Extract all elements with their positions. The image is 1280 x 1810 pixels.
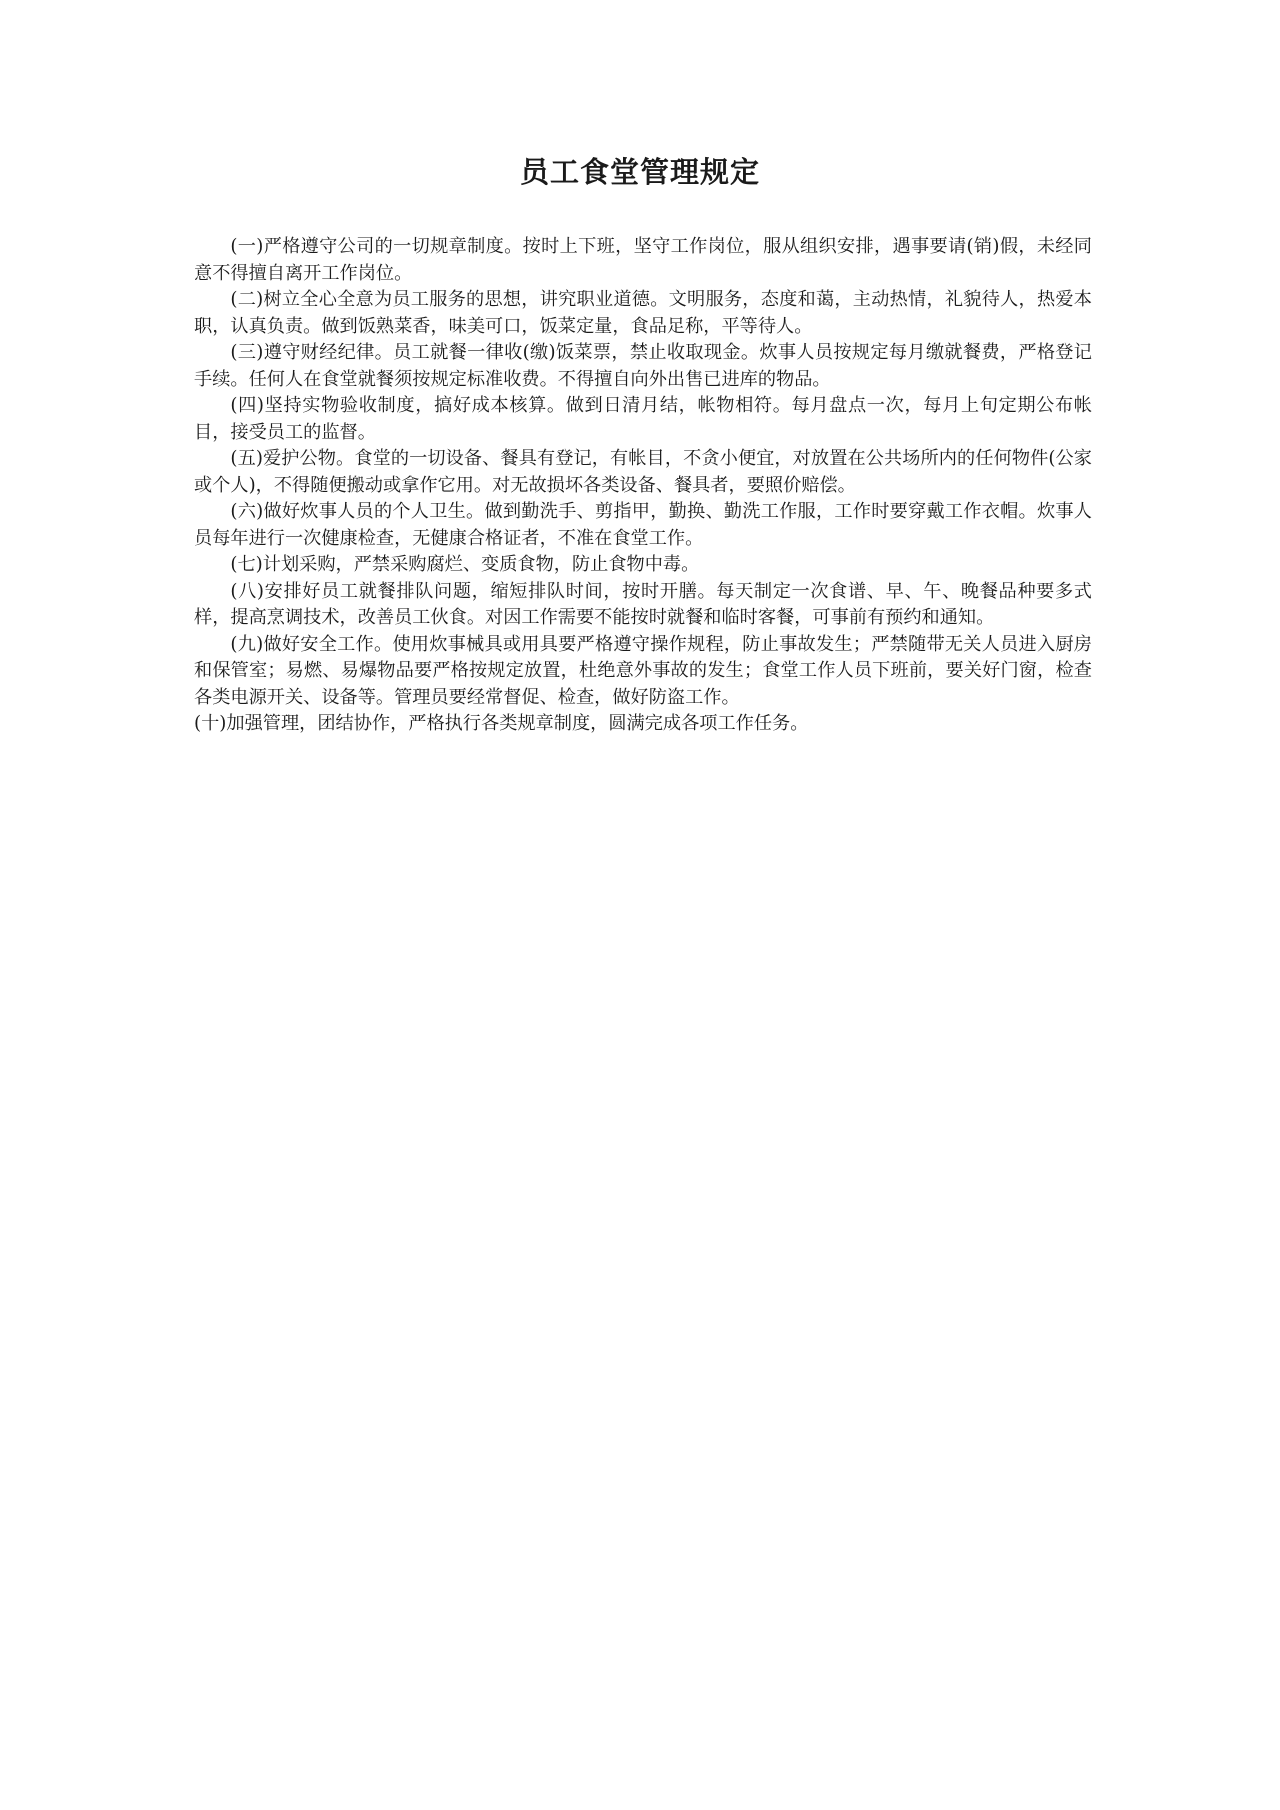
rule-paragraph-8: (八)安排好员工就餐排队问题，缩短排队时间，按时开膳。每天制定一次食谱、早、午、晚餐品种要多式样，提高烹调技术，改善员工伙食。对因工作需要不能按时就餐和临时客餐，可事前有预约和通知。 [194, 580, 1092, 628]
rule-paragraph-3: (三)遵守财经纪律。员工就餐一律收(缴)饭菜票，禁止收取现金。炊事人员按规定每月缴就餐费，严格登记手续。任何人在食堂就餐须按规定标准收费。不得擅自向外出售已进库的物品。 [194, 342, 1092, 390]
rule-paragraph-5: (五)爱护公物。食堂的一切设备、餐具有登记，有帐目，不贪小便宜，对放置在公共场所内的任何物件(公家或个人)，不得随便搬动或拿作它用。对无故损坏各类设备、餐具者，要照价赔偿。 [194, 448, 1092, 496]
document-title: 员工食堂管理规定 [519, 155, 760, 189]
rule-paragraph-6: (六)做好炊事人员的个人卫生。做到勤洗手、剪指甲，勤换、勤洗工作服，工作时要穿戴工作衣帽。炊事人员每年进行一次健康检查，无健康合格证者，不准在食堂工作。 [194, 501, 1092, 549]
rule-paragraph-10: (十)加强管理，团结协作，严格执行各类规章制度，圆满完成各项工作任务。 [194, 713, 809, 734]
rule-paragraph-2: (二)树立全心全意为员工服务的思想，讲究职业道德。文明服务，态度和蔼，主动热情，礼貌待人，热爱本职，认真负责。做到饭熟菜香，味美可口，饭菜定量，食品足称，平等待人。 [194, 289, 1092, 337]
rule-paragraph-9: (九)做好安全工作。使用炊事械具或用具要严格遵守操作规程，防止事故发生；严禁随带无关人员进入厨房和保管室；易燃、易爆物品要严格按规定放置，杜绝意外事故的发生；食堂工作人员下班前，要关好门窗，检查各类电源开关、设备等。管理员要经常督促、检查，做好防盗工作。 [194, 633, 1092, 708]
document-body [194, 234, 1092, 738]
rule-paragraph-7: (七)计划采购，严禁采购腐烂、变质食物，防止食物中毒。 [230, 554, 700, 575]
rule-paragraph-4: (四)坚持实物验收制度，搞好成本核算。做到日清月结，帐物相符。每月盘点一次，每月上旬定期公布帐目，接受员工的监督。 [194, 395, 1092, 443]
rule-paragraph-1: (一)严格遵守公司的一切规章制度。按时上下班，坚守工作岗位，服从组织安排，遇事要请(销)假，未经同意不得擅自离开工作岗位。 [194, 236, 1092, 284]
